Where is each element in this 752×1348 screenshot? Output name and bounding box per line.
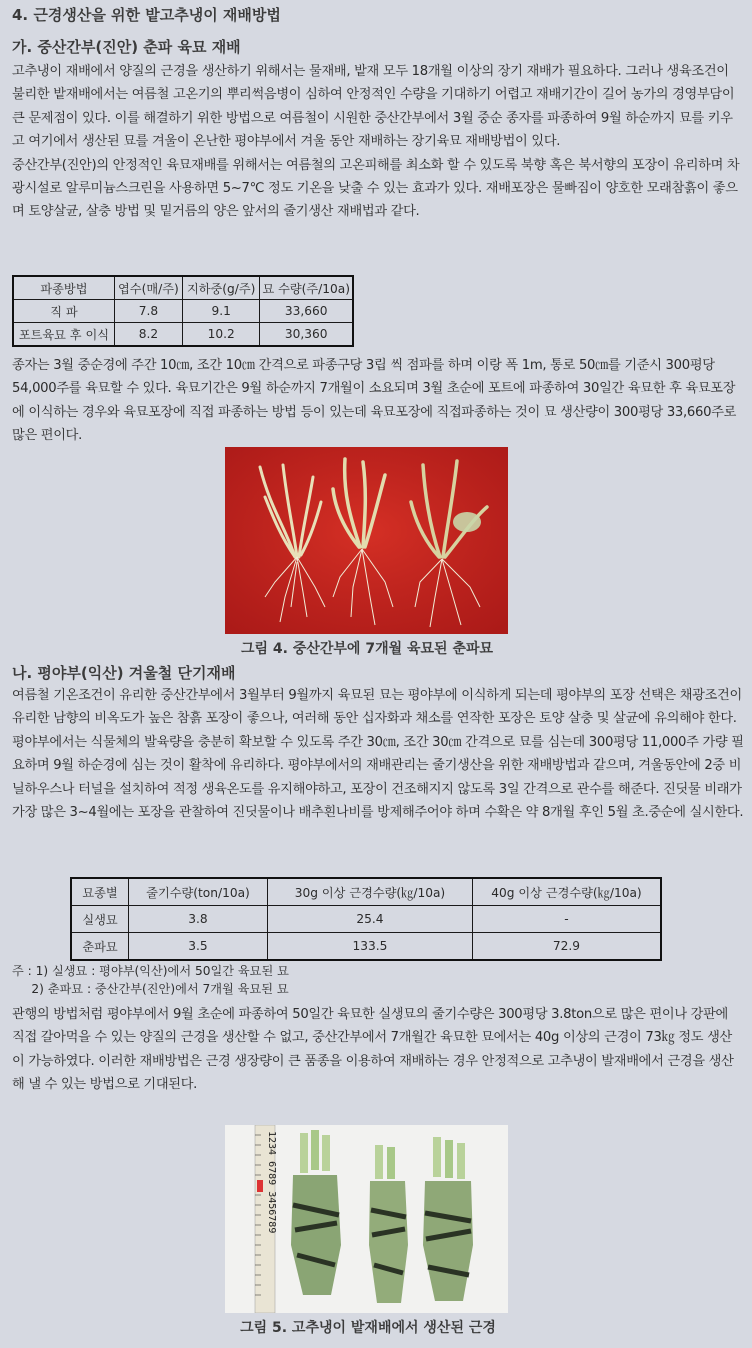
table-cell: 실생묘 — [71, 906, 129, 933]
table-cell: 33,660 — [260, 300, 353, 323]
paragraph: 중산간부(진안)의 안정적인 육묘재배를 위해서는 여름철의 고온피해를 최소화 할 수 있도록 북향 혹은 북서향의 포장이 유리하며 차광시설로 알루미늄스크린을 사용하면 5~7℃ 정도 기온을 낮출 수 있는 효과가 있다. 재배포장은 물빠짐이 양호한 모래참흙이 좋으며 토양살균, 살충 방법 및 밑거름의 양은 앞서의 줄기생산 재배법과 같다. — [12, 157, 740, 220]
table-header-row — [13, 276, 353, 300]
table-cell: - — [473, 906, 662, 933]
subsection-a-title: 가. 중산간부(진안) 춘파 육묘 재배 — [12, 38, 241, 56]
table-header-cell: 줄기수량(ton/10a) — [129, 878, 268, 906]
paragraph: 고추냉이 재배에서 양질의 근경을 생산하기 위해서는 물재배, 밭재 모두 18개월 이상의 장기 재배가 필요하다. 그러나 생육조건이 불리한 밭재배에서는 여름철 고온기의 뿌리썩음병이 심하여 안정적인 수량을 기대하기 어렵고 재배기간이 길어 농가의 경영부담이 큰 문제점이 있다. 이를 해결하기 위한 방법으로 여름철이 시원한 중산간부에서 3월 중순 종자를 파종하여 9월 하순까지 묘를 키우고 여기에서 생산된 묘를 겨울이 온난한 평야부에서 겨울 동안 재배하는 장기육묘 재배방법이 있다. — [12, 64, 735, 150]
table-header-cell: 지하중(g/주) — [182, 276, 260, 300]
table-cell: 8.2 — [114, 323, 182, 347]
subsection-a-body-2 — [12, 354, 744, 448]
table-cell: 30,360 — [260, 323, 353, 347]
table-row — [71, 933, 661, 961]
table-cell: 25.4 — [268, 906, 473, 933]
table-row — [13, 300, 353, 323]
table-header-cell: 30g 이상 근경수량(㎏/10a) — [268, 878, 473, 906]
table-cell: 10.2 — [182, 323, 260, 347]
table-header-cell: 40g 이상 근경수량(㎏/10a) — [473, 878, 662, 906]
table-header-cell: 엽수(매/주) — [114, 276, 182, 300]
subsection-a-body — [12, 60, 744, 224]
figure-5-caption: 그림 5. 고추냉이 밭재배에서 생산된 근경 — [240, 1320, 496, 1336]
table-header-row — [71, 878, 661, 906]
table-header-cell: 묘종별 — [71, 878, 129, 906]
table-cell: 3.5 — [129, 933, 268, 961]
paragraph: 종자는 3월 중순경에 주간 10㎝, 조간 10㎝ 간격으로 파종구당 3립 씩 점파를 하며 이랑 폭 1m, 통로 50㎝를 기준시 300평당 54,000주를 육묘할 수 있다. 육묘기간은 9월 하순까지 7개월이 소요되며 3월 초순에 포트에 파종하여 30일간 육묘한 후 육묘포장에 이식하는 경우와 육묘포장에 직접 파종하는 방법 등이 있는데 육묘포장에 직접파종하는 것이 묘 생산량이 300평당 33,660주로 많은 편이다. — [12, 358, 737, 444]
paragraph: 여름철 기온조건이 유리한 중산간부에서 3월부터 9월까지 육묘된 묘는 평야부에 이식하게 되는데 평야부의 포장 선택은 채광조건이 유리한 남향의 비옥도가 높은 참흙 포장이 좋으나, 여러해 동안 십자화과 채소를 연작한 포장은 토양 살충 및 살균에 유의해야 한다. 평야부에서는 식물체의 발육량을 충분히 확보할 수 있도록 주간 30㎝, 조간 30㎝ 간격으로 묘를 심는데 300평당 11,000주 가량 필요하며 9월 하순경에 심는 것이 활착에 유리하다. 평야부에서의 재배관리는 줄기생산을 위한 재배방법과 같으며, 겨울동안에 2중 비닐하우스나 터널을 설치하여 적정 생육온도를 유지해야하고, 포장이 건조해지지 않도록 3일 간격으로 관수를 해준다. 진딧물 비래가 가장 많은 3~4월에는 포장을 관찰하여 진딧물이나 배추흰나비를 방제해주어야 하며 수확은 약 8개월 후인 5월 초.중순에 실시한다. — [12, 688, 744, 821]
table-cell: 직 파 — [13, 300, 114, 323]
figure-4-caption: 그림 4. 중산간부에 7개월 육묘된 춘파묘 — [240, 641, 494, 657]
seedling-type-table — [70, 877, 662, 961]
table-row — [13, 323, 353, 347]
ruler-scale-label: 1234 6789 3456789 — [266, 1131, 277, 1234]
table-row — [71, 906, 661, 933]
section-title: 4. 근경생산을 위한 밭고추냉이 재배방법 — [12, 6, 281, 24]
rhizomes-photo-image — [225, 1125, 508, 1313]
table-cell: 72.9 — [473, 933, 662, 961]
table-note-1: 주 : 1) 실생묘 : 평야부(익산)에서 50일간 육묘된 묘 — [12, 964, 289, 978]
table-cell: 133.5 — [268, 933, 473, 961]
table-cell: 7.8 — [114, 300, 182, 323]
table-cell: 포트육묘 후 이식 — [13, 323, 114, 347]
subsection-b-body-2 — [12, 1003, 744, 1097]
table-cell: 3.8 — [129, 906, 268, 933]
seedlings-photo-image — [225, 447, 508, 634]
subsection-b-body — [12, 684, 744, 824]
table-header-cell: 파종방법 — [13, 276, 114, 300]
seedling-method-table — [12, 275, 354, 347]
figure-4-photo — [225, 447, 508, 634]
subsection-b-title: 나. 평야부(익산) 겨울철 단기재배 — [12, 664, 236, 682]
table-header-cell: 묘 수량(주/10a) — [260, 276, 353, 300]
table-cell: 9.1 — [182, 300, 260, 323]
table-cell: 춘파묘 — [71, 933, 129, 961]
paragraph: 관행의 방법처럼 평야부에서 9월 초순에 파종하여 50일간 육묘한 실생묘의 줄기수량은 300평당 3.8ton으로 많은 편이나 강판에 직접 갈아먹을 수 있는 양질의 근경을 생산할 수 없고, 중산간부에서 7개월간 육묘한 묘에서는 40g 이상의 근경이 73㎏ 정도 생산이 가능하였다. 이러한 재배방법은 근경 생장량이 큰 품종을 이용하여 재배하는 경우 안정적으로 고추냉이 발재배에서 근경을 생산해 낼 수 있는 방법으로 기대된다. — [12, 1007, 734, 1093]
figure-5-photo — [225, 1125, 508, 1313]
table-note-2: 2) 춘파묘 : 중산간부(진안)에서 7개월 육묘된 묘 — [12, 982, 289, 996]
